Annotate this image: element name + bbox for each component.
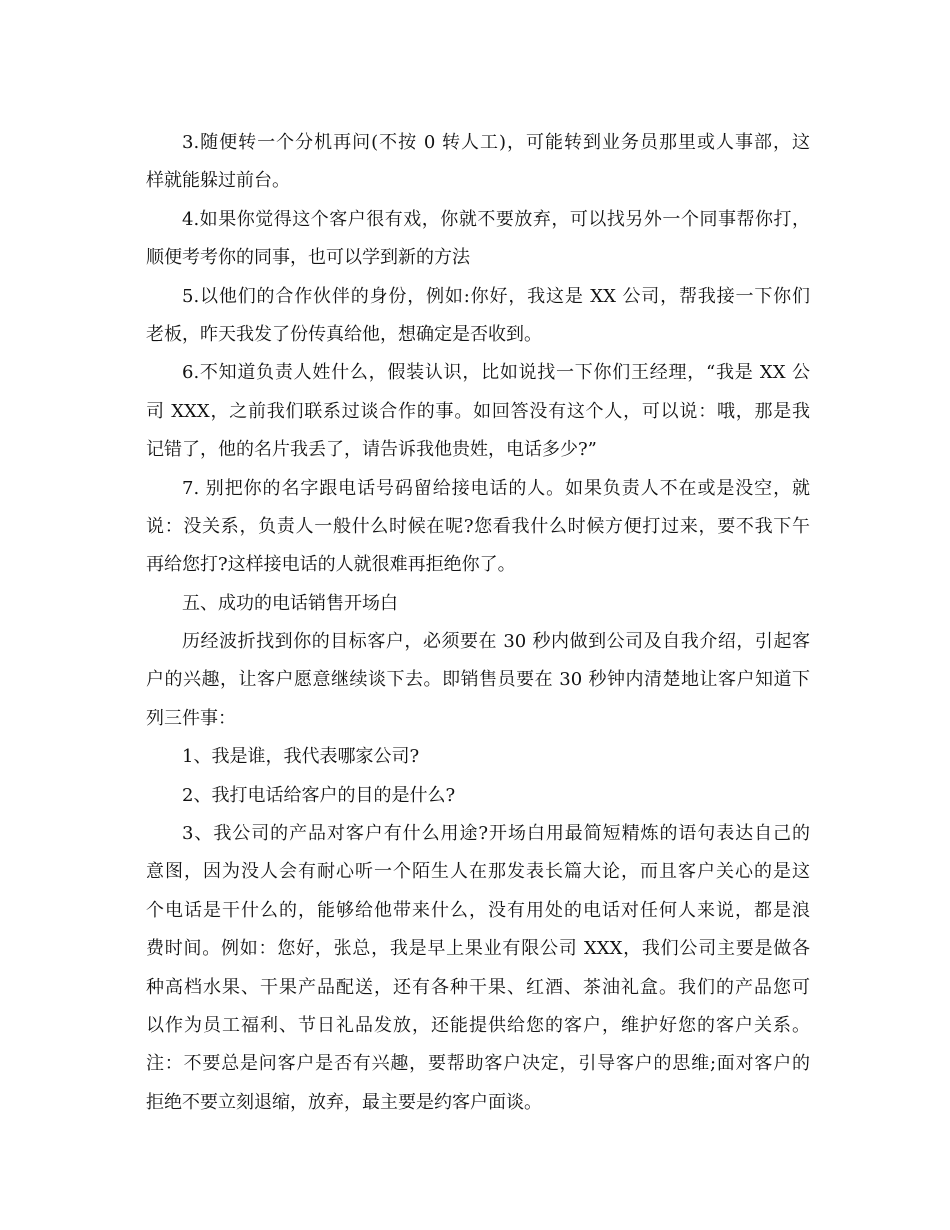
paragraph-point-3 xyxy=(146,815,810,1122)
text-line: 费时间。例如：您好，张总，我是早上果业有限公司 XXX，我们公司主要是做各 xyxy=(146,938,810,960)
paragraph-point-2 xyxy=(146,777,810,815)
text-line: 1、我是谁，我代表哪家公司? xyxy=(182,746,420,768)
text-line: 3、我公司的产品对客户有什么用途?开场白用最简短精炼的语句表达自己的 xyxy=(182,823,810,845)
text-line: 5.以他们的合作伙伴的身份，例如:你好，我这是 XX 公司，帮我接一下你们 xyxy=(182,285,810,307)
text-line: 老板，昨天我发了份传真给他，想确定是否收到。 xyxy=(146,323,542,345)
paragraph-tip-4 xyxy=(146,201,810,278)
paragraph-tip-7 xyxy=(146,470,810,585)
document-body xyxy=(146,124,810,1122)
paragraph-tip-5 xyxy=(146,278,810,355)
text-line: 司 XXX，之前我们联系过谈合作的事。如回答没有这个人，可以说：哦，那是我 xyxy=(146,400,810,422)
text-line: 五、成功的电话销售开场白 xyxy=(182,592,398,614)
text-line: 历经波折找到你的目标客户，必须要在 30 秒内做到公司及自我介绍，引起客 xyxy=(182,631,810,653)
text-line: 以作为员工福利、节日礼品发放，还能提供给您的客户，维护好您的客户关系。 xyxy=(146,1014,810,1036)
paragraph-section-5-heading xyxy=(146,585,810,623)
text-line: 7. 别把你的名字跟电话号码留给接电话的人。如果负责人不在或是没空，就 xyxy=(182,477,810,499)
text-line: 再给您打?这样接电话的人就很难再拒绝你了。 xyxy=(146,554,516,576)
text-line: 注：不要总是问客户是否有兴趣，要帮助客户决定，引导客户的思维;面对客户的 xyxy=(146,1053,810,1075)
text-line: 种高档水果、干果产品配送，还有各种干果、红酒、茶油礼盒。我们的产品您可 xyxy=(146,976,810,998)
text-line: 个电话是干什么的，能够给他带来什么，没有用处的电话对任何人来说，都是浪 xyxy=(146,899,810,921)
text-line: 顺便考考你的同事，也可以学到新的方法 xyxy=(146,247,470,269)
text-line: 拒绝不要立刻退缩，放弃，最主要是约客户面谈。 xyxy=(146,1091,542,1113)
paragraph-point-1 xyxy=(146,738,810,776)
text-line: 2、我打电话给客户的目的是什么? xyxy=(182,784,456,806)
text-line: 6.不知道负责人姓什么，假装认识，比如说找一下你们王经理，“我是 XX 公 xyxy=(182,362,810,384)
paragraph-tip-6 xyxy=(146,354,810,469)
text-line: 列三件事： xyxy=(146,707,236,729)
text-line: 样就能躲过前台。 xyxy=(146,170,290,192)
text-line: 说：没关系，负责人一般什么时候在呢?您看我什么时候方便打过来，要不我下午 xyxy=(146,515,810,537)
paragraph-intro xyxy=(146,623,810,738)
text-line: 户的兴趣，让客户愿意继续谈下去。即销售员要在 30 秒钟内清楚地让客户知道下 xyxy=(146,669,810,691)
text-line: 4.如果你觉得这个客户很有戏，你就不要放弃，可以找另外一个同事帮你打， xyxy=(182,208,810,230)
paragraph-tip-3 xyxy=(146,124,810,201)
text-line: 意图，因为没人会有耐心听一个陌生人在那发表长篇大论，而且客户关心的是这 xyxy=(146,861,810,883)
text-line: 3.随便转一个分机再问(不按 0 转人工)，可能转到业务员那里或人事部，这 xyxy=(182,132,810,153)
text-line: 记错了，他的名片我丢了，请告诉我他贵姓，电话多少?” xyxy=(146,439,597,461)
